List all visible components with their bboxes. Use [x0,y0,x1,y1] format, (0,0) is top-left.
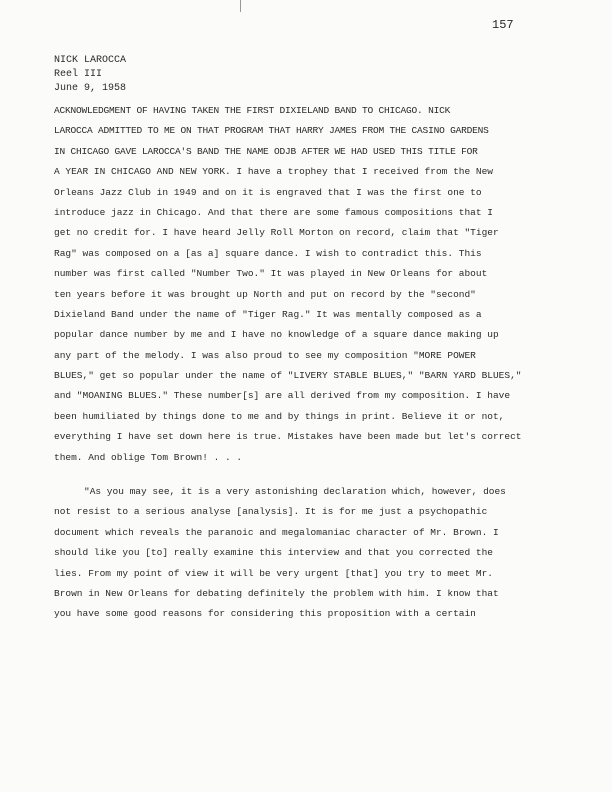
text-line: introduce jazz in Chicago. And that there are some famous compositions that I [54,206,493,218]
text-line: ACKNOWLEDGMENT OF HAVING TAKEN THE FIRST DIXIELAND BAND TO CHICAGO. NICK [54,105,451,116]
header-reel: Reel III [54,69,103,80]
text-line: not resist to a serious analyse [analysis]. It is for me just a psychopathic [54,506,488,518]
text-line: everything I have set down here is true. Mistakes have been made but let's correct [54,431,522,443]
text-line: Dixieland Band under the name of "Tiger Rag." It was mentally composed as a [54,308,482,320]
text-line: ten years before it was brought up North and put on record by the "second" [54,288,476,300]
text-line: LAROCCA ADMITTED TO ME ON THAT PROGRAM THAT HARRY JAMES FROM THE CASINO GARDENS [54,125,489,137]
text-line: Rag" was composed on a [as a] square dance. I wish to contradict this. This [54,247,482,259]
text-line: popular dance number by me and I have no knowledge of a square dance making up [54,329,499,341]
header-date: June 9, 1958 [54,83,127,94]
paragraph-gap [54,468,564,482]
text-line: Brown in New Orleans for debating definitely the problem with him. I know that [54,587,499,599]
text-line: "As you may see, it is a very astonishing declaration which, however, does [84,486,506,498]
text-line: any part of the melody. I was also proud to see my composition "MORE POWER [54,349,476,361]
text-line: A YEAR IN CHICAGO AND NEW YORK. I have a trophey that I received from the New [54,166,493,178]
text-line: them. And oblige Tom Brown! . . . [54,451,243,463]
text-line: lies. From my point of view it will be very urgent [that] you try to meet Mr. [54,567,493,579]
header-name: NICK LAROCCA [54,55,127,66]
document-header [54,54,126,96]
page-number: 157 [492,18,514,32]
text-line: IN CHICAGO GAVE LAROCCA'S BAND THE NAME ODJB AFTER WE HAD USED THIS TITLE FOR [54,145,478,157]
text-line: document which reveals the paranoic and megalomaniac character of Mr. Brown. I [54,526,499,538]
text-line: you have some good reasons for considering this proposition with a certain [54,608,476,620]
text-line: should like you [to] really examine this interview and that you corrected the [54,547,493,559]
transcript-body [54,101,564,625]
scan-mark [240,0,241,12]
text-line: and "MOANING BLUES." These number[s] are all derived from my composition. I have [54,390,511,402]
text-line: Orleans Jazz Club in 1949 and on it is engraved that I was the first one to [54,186,482,198]
text-line: been humiliated by things done to me and by things in print. Believe it or not, [54,410,505,422]
text-line: BLUES," get so popular under the name of "LIVERY STABLE BLUES," "BARN YARD BLUES," [54,370,522,382]
text-line: number was first called "Number Two." It was played in New Orleans for about [54,268,488,280]
text-line: get no credit for. I have heard Jelly Roll Morton on record, claim that "Tiger [54,227,499,239]
